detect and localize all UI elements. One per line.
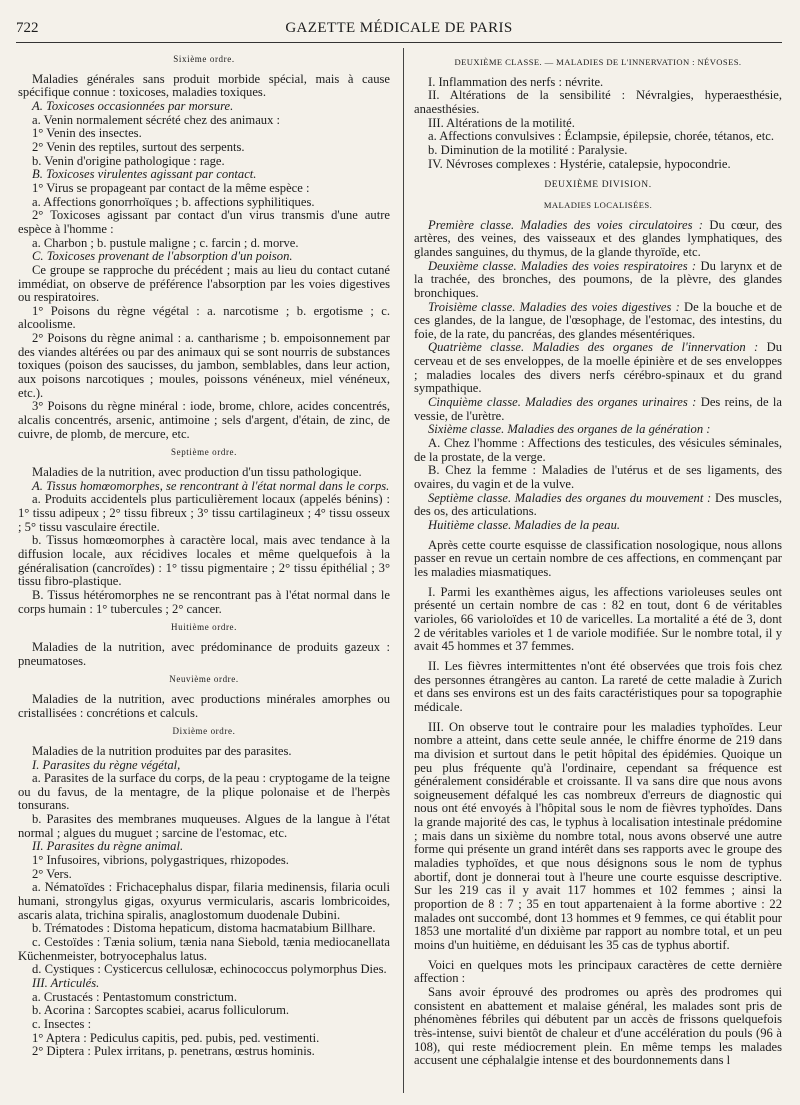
subheading: III. Articulés. [32, 976, 100, 990]
section-heading: Sixième ordre. [173, 54, 235, 64]
subheading: A. Tissus homœomorphes, se rencontrant à l'état normal dans le corps. [32, 478, 390, 493]
list-item: IV. Névroses complexes : Hystérie, catalepsie, hypocondrie. [428, 156, 731, 171]
paragraph: I. Parmi les exanthèmes aigus, les affections varioleuses seules ont présenté un certain nombre de cas : 82 en tout, dont 6 de véritables varioles, 66 varioloïdes et 10 de varicelles. La mortalité a été de 3, dont 2 de véritables varioles et 1 de variole modifiée. Sur le nombre total, il y avait 45 hommes et 37 femmes. [414, 584, 782, 654]
list-item: a. Produits accidentels plus particulièrement locaux (appelés bénins) : 1° tissu adipeux ; 2° tissu fibreux ; 3° tissu cartilagineux ; 4° tissu osseux ; 5° tissu vasculaire érectile. [18, 492, 390, 534]
list-item: B. Tissus hétéromorphes ne se rencontrant pas à l'état normal dans le corps humain : 1° tubercules ; 2° cancer. [18, 587, 390, 616]
header-rule [16, 42, 782, 43]
subheading: I. Parasites du règne végétal, [32, 757, 181, 772]
class-entry [414, 260, 782, 301]
paragraph: III. On observe tout le contraire pour les maladies typhoïdes. Leur nombre a atteint, dans cette seule année, le chiffre énorme de 219 dans ma division et surtout dans le petit hôpital des épidémies. Quoique un peu plus fréquente qu'à l'ordinaire, cependant sa fréquence est généralement considérable et croissante. Il va sans dire que nous avons soigneusement défalqué les cas nombreux d'erreurs de diagnostic qui nous ont été envoyés à l'hôpital sous le nom de fièvres typhoïdes. Dans la grande majorité des cas, le typhus à localisation intestinale prédomine ; mais dans un sixième du nombre total, nous avons observé une autre forme qui présente un grand intérêt dans ses rapports avec le groupe des maladies typhoïdes, et que nous désignons sous le nom de typhus abortif, dont je donnerai tout à l'heure une courte esquisse descriptive. Sur les 219 cas il y avait 117 hommes et 102 femmes ; ainsi la proportion de 8 : 7 ; 35 en tout appartenaient à la forme abortive : 22 malades ont succombé, dont 13 hommes et 9 femmes, ce qui établit pour 1853 une mortalité d'un dixième par rapport au nombre total, et un peu moins d'un huitième, en déduisant les 35 cas de typhus abortif. [414, 719, 782, 953]
list-item: 2° Toxicoses agissant par contact d'un virus transmis d'une autre espèce à l'homme : [18, 208, 390, 236]
division-subheading: MALADIES LOCALISÉES. [543, 199, 653, 210]
paragraph: Maladies de la nutrition, avec productions minérales amorphes ou cristallisées : concrétions et calculs. [18, 691, 390, 720]
class-label: Quatrième classe. Maladies des organes de l'innervation : [428, 340, 759, 355]
list-item: b. Diminution de la motilité : Paralysie. [428, 142, 628, 157]
paragraph: Ce groupe se rapproche du précédent ; mais au lieu du contact cutané immédiat, on observe de préférence l'absorption par les voies digestives ou respiratoires. [18, 262, 390, 305]
class-label: Huitième classe. Maladies de la peau. [428, 518, 621, 532]
class-label: Troisième classe. Maladies des voies digestives : [428, 299, 680, 314]
subheading: A. Toxicoses occasionnées par morsure. [32, 98, 234, 113]
class-label: Première classe. Maladies des voies circulatoires : [428, 217, 703, 232]
list-item: a. Parasites de la surface du corps, de la peau : cryptogame de la teigne ou du favus, de la mentagre, de la plique polonaise et de l'herpès tonsurans. [18, 771, 390, 813]
class-entry [414, 219, 782, 260]
list-item: B. Chez la femme : Maladies de l'utérus et de ses ligaments, des ovaires, du vagin et de la vulve. [414, 463, 782, 492]
paragraph: Maladies générales sans produit morbide spécial, mais à cause spécifique connue : toxicoses, maladies toxiques. [18, 71, 390, 100]
list-item: III. Altérations de la motilité. [428, 115, 575, 130]
class-entry [414, 396, 782, 423]
list-item: d. Cystiques : Cysticercus cellulosæ, echinococcus polymorphus Dies. [32, 962, 387, 977]
list-item: a. Affections gonorrhoïques ; b. affections syphilitiques. [32, 194, 315, 209]
class-text: Du larynx et de la trachée, des bronches, des poumons, de la plèvre, des glandes bronchiques. [414, 258, 782, 300]
list-item: 1° Venin des insectes. [32, 126, 142, 141]
paragraph: Voici en quelques mots les principaux caractères de cette dernière affection : [414, 957, 782, 986]
list-item: a. Affections convulsives : Éclampsie, épilepsie, chorée, tétanos, etc. [428, 129, 774, 144]
class-entry [414, 301, 782, 342]
list-item: 2° Poisons du règne animal : a. cantharisme ; b. empoisonnement par des viandes altérées ou par des animaux qui se sont nourris de substances toxiques (poison des saucisses, du jambon, semblables, dans leur action, aux poisons narcotiques ; moules, poissons vénéneux, miel vénéneux, etc.). [18, 331, 390, 400]
class-text: Des reins, de la vessie, de l'urètre. [414, 395, 782, 423]
section-heading: Huitième ordre. [171, 622, 237, 633]
paragraph: II. Les fièvres intermittentes n'ont été observées que trois fois chez des personnes étrangères au canton. La rareté de cette maladie à Zurich et dans ses environs est un des faits caractéristiques pour sa topographie médicale. [414, 658, 782, 714]
class-entry [414, 492, 782, 519]
list-item: I. Inflammation des nerfs : névrite. [428, 74, 604, 89]
class-label: Deuxième classe. Maladies des voies respiratoires : [428, 258, 697, 273]
list-item: a. Crustacés : Pentastomum constrictum. [32, 989, 237, 1004]
list-item: c. Cestoïdes : Tænia solium, tænia nana Siebold, tænia mediocanellata Küchenmeister, botryocephalus latus. [18, 935, 390, 963]
subheading: II. Parasites du règne animal. [32, 839, 184, 854]
paragraph: Maladies de la nutrition, avec production d'un tissu pathologique. [32, 465, 362, 480]
list-item: b. Parasites des membranes muqueuses. Algues de la langue à l'état normal ; algues du muguet ; sarcine de l'estomac, etc. [18, 812, 390, 840]
page-number: 722 [16, 20, 39, 36]
list-item: 2° Vers. [32, 866, 72, 881]
list-item: c. Insectes : [32, 1016, 92, 1031]
list-item: b. Trématodes : Distoma hepaticum, distoma hacmatabium Billhare. [32, 921, 376, 936]
list-item: 1° Virus se propageant par contact de la même espèce : [32, 180, 310, 195]
column-divider [403, 48, 404, 1093]
right-column [414, 48, 782, 1068]
list-item: a. Venin normalement sécrété chez des animaux : [32, 112, 281, 127]
class-label: Septième classe. Maladies des organes du mouvement : [428, 490, 712, 505]
list-item: b. Acorina : Sarcoptes scabiei, acarus folliculorum. [32, 1003, 290, 1018]
paragraph: Sans avoir éprouvé des prodromes ou après des prodromes qui consistent en abattement et malaise général, les malades sont pris de phénomènes fébriles qui débutent par un accès de frissons quelquefois très-intense, suivi bientôt de chaleur et d'une accélération du pouls (96 à 108), qui reste médiocrement plein. En même temps les malades accusent une céphalalgie intense et des bourdonnements dans l [414, 985, 782, 1068]
list-item: 1° Poisons du règne végétal : a. narcotisme ; b. ergotisme ; c. alcoolisme. [18, 303, 390, 332]
class-text: Des muscles, des os, des articulations. [414, 490, 783, 519]
list-item: b. Venin d'origine pathologique : rage. [32, 153, 225, 168]
class-text: Du cœur, des artères, des veines, des vaisseaux et des glandes lymphatiques, des glandes sanguines, du thymus, de la glande thyroïde, etc. [414, 217, 783, 259]
list-item: a. Charbon ; b. pustule maligne ; c. farcin ; d. morve. [32, 235, 299, 250]
class-label: Cinquième classe. Maladies des organes urinaires : [428, 395, 697, 410]
list-item: 1° Aptera : Pediculus capitis, ped. pubis, ped. vestimenti. [32, 1030, 320, 1045]
list-item: II. Altérations de la sensibilité : Névralgies, hyperaesthésie, anaesthésies. [414, 88, 782, 116]
paragraph: Maladies de la nutrition, avec prédominance de produits gazeux : pneumatoses. [18, 639, 390, 668]
section-heading: Neuvième ordre. [169, 674, 239, 685]
paragraph: Après cette courte esquisse de classification nosologique, nous allons passer en revue un certain nombre de ces affections, en commençant par les maladies miasmatiques. [414, 537, 782, 579]
list-item: 3° Poisons du règne minéral : iode, brome, chlore, acides concentrés, alcalis concentrés, arsenic, antimoine ; sels d'argent, d'étain, de zinc, de cuivre, de plomb, de mercure, etc. [18, 399, 390, 441]
list-item: A. Chez l'homme : Affections des testicules, des vésicules séminales, de la prostate, de la verge. [414, 436, 782, 464]
list-item: b. Tissus homœomorphes à caractère local, mais avec tendance à la diffusion locale, aux récidives locales et même quelquefois à la généralisation (cancroïdes) : 1° tissu pigmentaire ; 2° tissu épithélial ; 3° tissu fibro-plastique. [18, 533, 390, 589]
list-item: a. Nématoïdes : Frichacephalus dispar, filaria medinensis, filaria oculi humani, strongylus gigas, oxyurus vermicularis, ascaris lombricoides, ascaris alata, trichina spiralis, anaglostomum duodenale Dubini. [18, 880, 390, 922]
subheading: B. Toxicoses virulentes agissant par contact. [32, 167, 257, 182]
class-text: De la bouche et de ces glandes, de la langue, de l'œsophage, de l'estomac, des intestins, du foie, de la rate, du pancréas, des glandes mésentériques. [414, 299, 782, 341]
journal-title: GAZETTE MÉDICALE DE PARIS [285, 20, 513, 36]
left-column [18, 48, 390, 1059]
section-heading: Dixième ordre. [172, 726, 236, 737]
class-label: Sixième classe. Maladies des organes de la génération : [428, 422, 711, 437]
list-item: 1° Infusoires, vibrions, polygastriques, rhizopodes. [32, 853, 289, 868]
paragraph: Maladies de la nutrition produites par des parasites. [32, 743, 292, 758]
division-heading: DEUXIÈME DIVISION. [544, 180, 652, 191]
class-text: Du cerveau et de ses enveloppes, de la moelle épinière et de ses enveloppes ; maladies locales des divers nerfs cérébro-spinaux et du grand sympathique. [414, 340, 782, 396]
subheading: C. Toxicoses provenant de l'absorption d'un poison. [32, 249, 293, 264]
section-heading: Septième ordre. [171, 447, 237, 458]
class-heading: DEUXIÈME CLASSE. — MALADIES DE L'INNERVATION : NÉVOSES. [454, 57, 742, 67]
list-item: 2° Diptera : Pulex irritans, p. penetrans, œstrus hominis. [32, 1044, 315, 1059]
page-header [16, 18, 782, 40]
list-item: 2° Venin des reptiles, surtout des serpents. [32, 139, 245, 154]
class-entry [414, 341, 782, 396]
